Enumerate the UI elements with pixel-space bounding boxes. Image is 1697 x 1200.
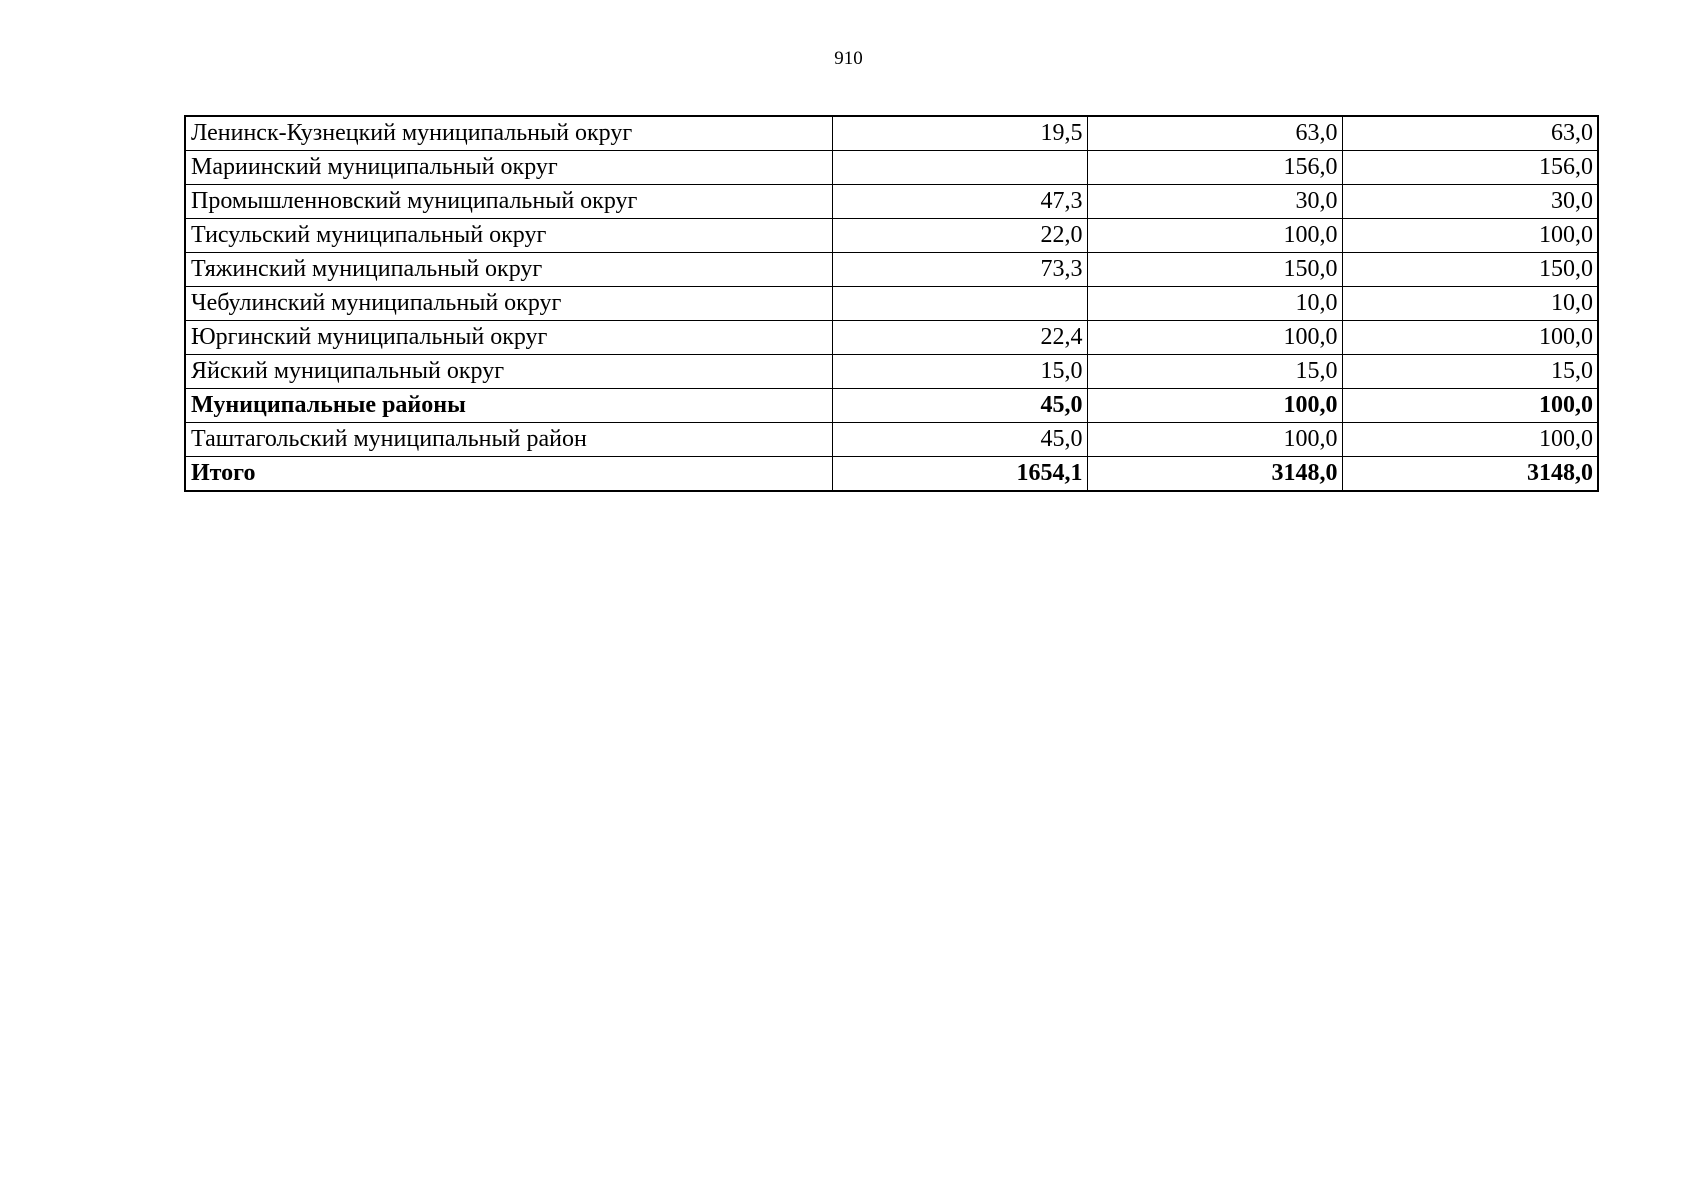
value-cell-3: 100,0 bbox=[1342, 321, 1598, 355]
row-name-cell: Тяжинский муниципальный округ bbox=[185, 253, 832, 287]
value-cell-3: 156,0 bbox=[1342, 151, 1598, 185]
value-cell-1: 15,0 bbox=[832, 355, 1087, 389]
value-cell-3: 100,0 bbox=[1342, 219, 1598, 253]
value-cell-1 bbox=[832, 287, 1087, 321]
value-cell-1: 1654,1 bbox=[832, 457, 1087, 492]
value-cell-3: 150,0 bbox=[1342, 253, 1598, 287]
value-cell-2: 100,0 bbox=[1087, 389, 1342, 423]
value-cell-3: 63,0 bbox=[1342, 116, 1598, 151]
value-cell-2: 10,0 bbox=[1087, 287, 1342, 321]
table-row bbox=[185, 355, 1598, 389]
value-cell-1: 45,0 bbox=[832, 423, 1087, 457]
value-cell-2: 30,0 bbox=[1087, 185, 1342, 219]
row-name-cell: Мариинский муниципальный округ bbox=[185, 151, 832, 185]
value-cell-3: 100,0 bbox=[1342, 389, 1598, 423]
page-number: 910 bbox=[834, 48, 863, 69]
row-name-cell: Ленинск-Кузнецкий муниципальный округ bbox=[185, 116, 832, 151]
data-table bbox=[184, 115, 1599, 492]
row-name-cell: Таштагольский муниципальный район bbox=[185, 423, 832, 457]
table-row bbox=[185, 253, 1598, 287]
value-cell-2: 100,0 bbox=[1087, 219, 1342, 253]
value-cell-1: 47,3 bbox=[832, 185, 1087, 219]
row-name-cell: Муниципальные районы bbox=[185, 389, 832, 423]
table-body bbox=[185, 116, 1598, 491]
value-cell-2: 100,0 bbox=[1087, 423, 1342, 457]
value-cell-1: 19,5 bbox=[832, 116, 1087, 151]
value-cell-2: 3148,0 bbox=[1087, 457, 1342, 492]
row-name-cell: Итого bbox=[185, 457, 832, 492]
table-row bbox=[185, 219, 1598, 253]
value-cell-1 bbox=[832, 151, 1087, 185]
value-cell-2: 150,0 bbox=[1087, 253, 1342, 287]
value-cell-3: 3148,0 bbox=[1342, 457, 1598, 492]
table-row bbox=[185, 389, 1598, 423]
table-row bbox=[185, 116, 1598, 151]
row-name-cell: Яйский муниципальный округ bbox=[185, 355, 832, 389]
value-cell-1: 73,3 bbox=[832, 253, 1087, 287]
row-name-cell: Чебулинский муниципальный округ bbox=[185, 287, 832, 321]
table-row bbox=[185, 457, 1598, 492]
table-row bbox=[185, 321, 1598, 355]
table-row bbox=[185, 423, 1598, 457]
table-row bbox=[185, 151, 1598, 185]
row-name-cell: Промышленновский муниципальный округ bbox=[185, 185, 832, 219]
value-cell-1: 22,0 bbox=[832, 219, 1087, 253]
row-name-cell: Тисульский муниципальный округ bbox=[185, 219, 832, 253]
row-name-cell: Юргинский муниципальный округ bbox=[185, 321, 832, 355]
value-cell-3: 10,0 bbox=[1342, 287, 1598, 321]
value-cell-3: 30,0 bbox=[1342, 185, 1598, 219]
value-cell-2: 156,0 bbox=[1087, 151, 1342, 185]
table-row bbox=[185, 185, 1598, 219]
table-row bbox=[185, 287, 1598, 321]
value-cell-2: 15,0 bbox=[1087, 355, 1342, 389]
value-cell-1: 45,0 bbox=[832, 389, 1087, 423]
value-cell-2: 63,0 bbox=[1087, 116, 1342, 151]
value-cell-3: 100,0 bbox=[1342, 423, 1598, 457]
value-cell-3: 15,0 bbox=[1342, 355, 1598, 389]
value-cell-2: 100,0 bbox=[1087, 321, 1342, 355]
value-cell-1: 22,4 bbox=[832, 321, 1087, 355]
